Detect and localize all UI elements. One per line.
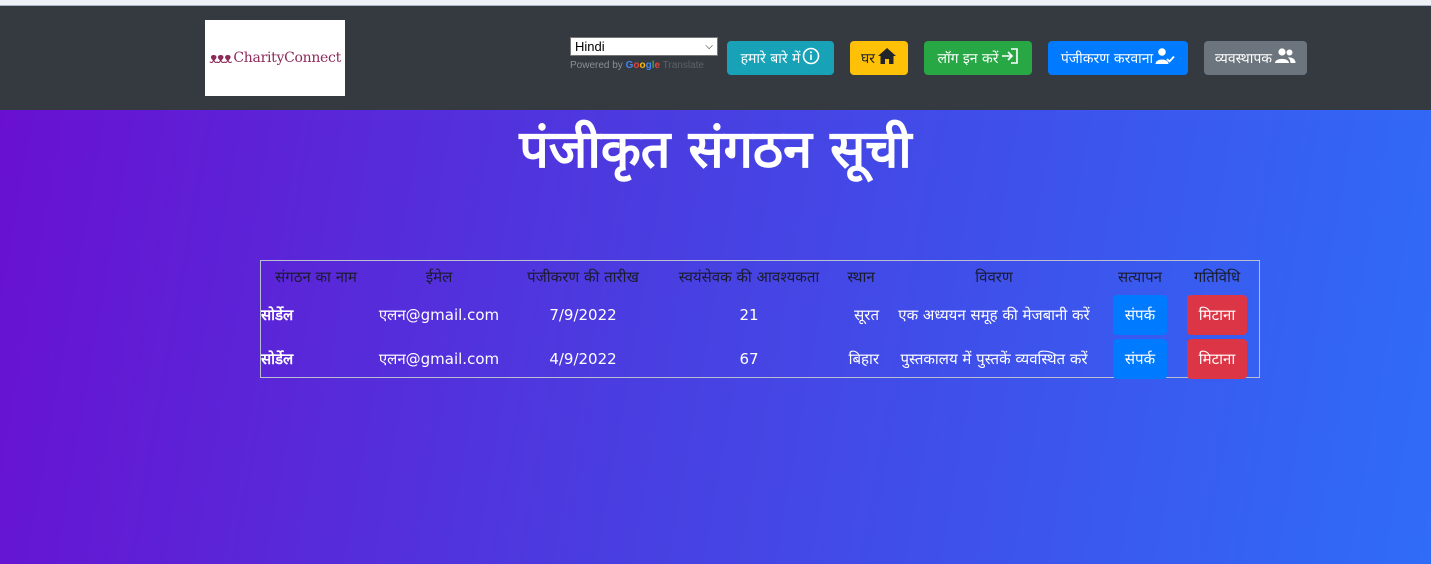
language-widget bbox=[570, 37, 718, 71]
header-email: ईमेल bbox=[425, 268, 453, 286]
admin-button[interactable] bbox=[1204, 41, 1307, 75]
activity-cell bbox=[1175, 337, 1259, 381]
logo[interactable] bbox=[205, 20, 345, 96]
language-select[interactable] bbox=[570, 37, 718, 56]
info-icon bbox=[802, 47, 820, 69]
header-description: विवरण bbox=[975, 268, 1013, 286]
about-button[interactable] bbox=[727, 41, 834, 75]
delete-button[interactable]: मिटाना bbox=[1187, 295, 1248, 335]
org-volunteers: 21 bbox=[739, 306, 759, 324]
home-label: घर bbox=[861, 50, 875, 67]
org-place: बिहार bbox=[848, 350, 879, 368]
register-button[interactable] bbox=[1048, 41, 1188, 75]
verification-cell bbox=[1105, 337, 1175, 381]
register-label: पंजीकरण करवाना bbox=[1060, 50, 1154, 67]
user-check-icon bbox=[1155, 47, 1175, 69]
org-date: 4/9/2022 bbox=[549, 350, 617, 368]
activity-cell bbox=[1175, 293, 1259, 337]
header-verification: सत्यापन bbox=[1118, 268, 1162, 286]
about-label: हमारे बारे में bbox=[740, 50, 801, 67]
org-description: एक अध्ययन समूह की मेजबानी करें bbox=[898, 306, 1090, 324]
page-title: पंजीकृत संगठन सूची bbox=[519, 120, 912, 180]
org-description: पुस्तकालय में पुस्तकें व्यवस्थित करें bbox=[900, 350, 1088, 368]
contact-button[interactable]: संपर्क bbox=[1113, 339, 1167, 379]
home-icon bbox=[877, 47, 897, 69]
organizations-table bbox=[260, 260, 1260, 378]
login-button[interactable] bbox=[924, 41, 1032, 75]
google-brand[interactable]: Google bbox=[625, 60, 661, 71]
delete-button[interactable]: मिटाना bbox=[1187, 339, 1248, 379]
home-button[interactable] bbox=[850, 41, 908, 75]
logo-text: CharityConnect bbox=[233, 50, 341, 66]
contact-button[interactable]: संपर्क bbox=[1113, 295, 1167, 335]
org-email: एलन@gmail.com bbox=[378, 306, 500, 324]
users-icon bbox=[1274, 47, 1296, 69]
header-place: स्थान bbox=[847, 268, 875, 286]
powered-by-google bbox=[570, 60, 718, 71]
language-selected: Hindi bbox=[575, 39, 605, 54]
verification-cell bbox=[1105, 293, 1175, 337]
header-volunteers: स्वयंसेवक की आवश्यकता bbox=[678, 268, 820, 286]
org-name: सोर्डेल bbox=[261, 306, 294, 324]
header-activity: गतिविधि bbox=[1193, 268, 1241, 286]
org-date: 7/9/2022 bbox=[549, 306, 617, 324]
chevron-down-icon: ⌵ bbox=[705, 41, 713, 52]
table-header-row bbox=[261, 261, 1259, 293]
org-place: सूरत bbox=[854, 306, 879, 324]
admin-label: व्यवस्थापक bbox=[1214, 50, 1273, 67]
org-name: सोर्डेल bbox=[261, 350, 294, 368]
header-date: पंजीकरण की तारीख bbox=[527, 268, 639, 286]
table-row bbox=[261, 293, 1259, 337]
translate-link[interactable]: Translate bbox=[662, 60, 704, 71]
people-logo-icon: ᴥᴥᴥ bbox=[209, 49, 231, 67]
login-icon bbox=[1001, 47, 1019, 69]
header-name: संगठन का नाम bbox=[275, 268, 357, 286]
org-volunteers: 67 bbox=[739, 350, 759, 368]
table-row bbox=[261, 337, 1259, 381]
org-email: एलन@gmail.com bbox=[378, 350, 500, 368]
powered-by-label: Powered by bbox=[570, 60, 623, 71]
login-label: लॉग इन करें bbox=[937, 50, 999, 67]
navbar bbox=[0, 6, 1431, 110]
